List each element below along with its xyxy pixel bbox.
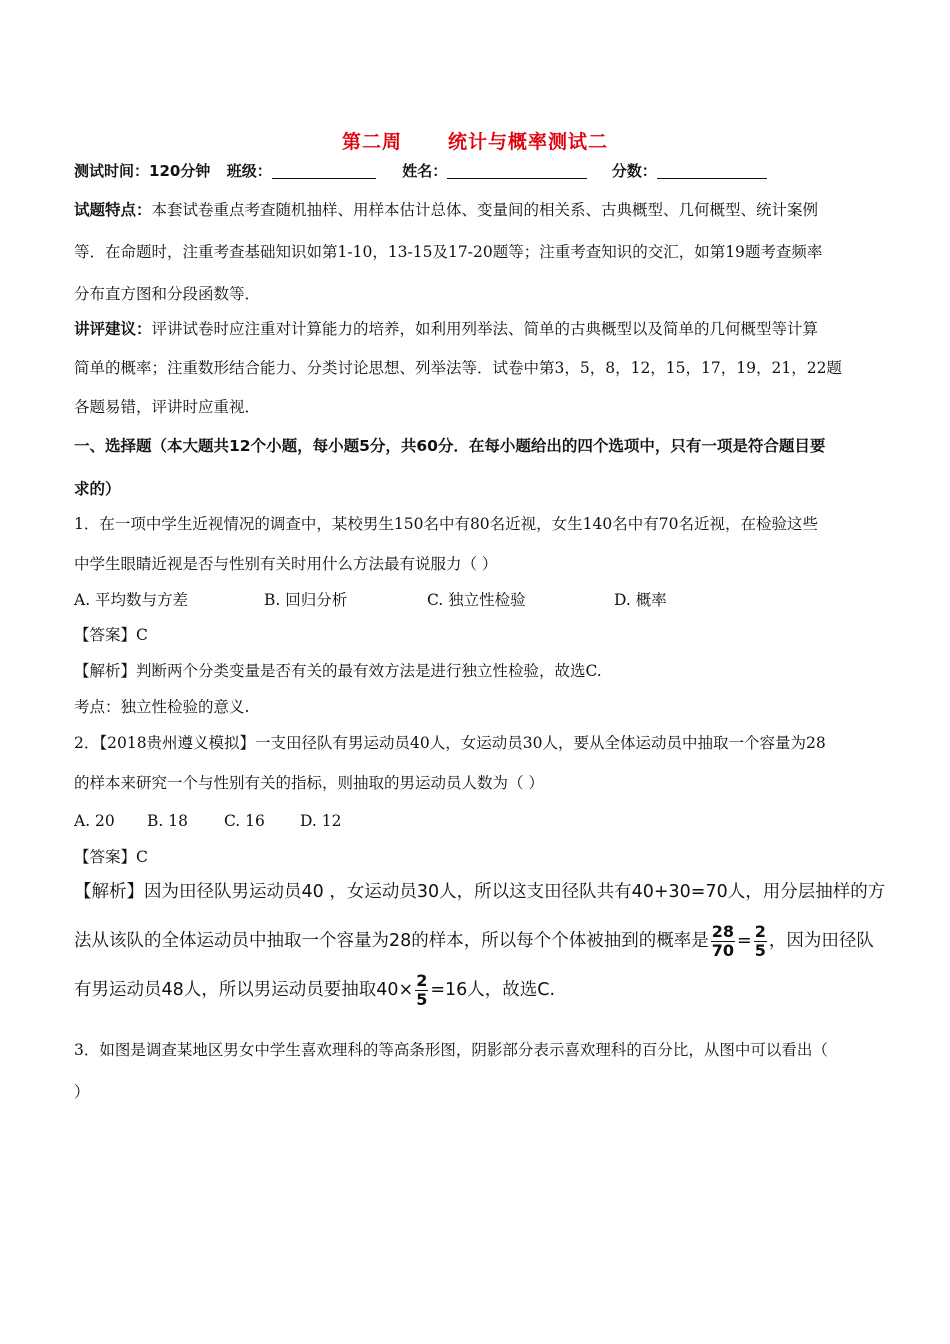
name-label: 姓名：: [402, 162, 448, 180]
class-label: 班级：: [226, 162, 272, 180]
q1-option-c[interactable]: C. 独立性检验: [427, 591, 526, 609]
q1-answer: 【答案】C: [74, 626, 148, 644]
q2-options: [74, 810, 341, 832]
features-line-2: 等．在命题时，注重考查基础知识如第1-10，13-15及17-20题等；注重考查知识的交汇，如第19题考查频率: [74, 243, 823, 261]
exam-info-row: [74, 160, 767, 182]
q2-option-a[interactable]: A. 20: [74, 812, 115, 830]
title-subject: 统计与概率测试二: [448, 131, 609, 153]
q1-stem-line-2: 中学生眼睛近视是否与性别有关时用什么方法最有说服力（ ）: [74, 555, 498, 573]
advice-line-1: 讲评建议：评讲试卷时应注重对计算能力的培养，如利用列举法、简单的古典概型以及简单的几何概型等计算: [74, 320, 819, 338]
fraction-28-70: $\frac{28}{70}$: [711, 921, 735, 960]
q2-option-d[interactable]: D. 12: [300, 812, 342, 830]
fraction-2-5-second: $\frac{2}{5}$: [416, 970, 428, 1009]
fraction-2-5: $\frac{2}{5}$: [754, 921, 766, 960]
q2-option-c[interactable]: C. 16: [224, 812, 265, 830]
q3-stem-line-1: 3．如图是调查某地区男女中学生喜欢理科的等高条形图，阴影部分表示喜欢理科的百分比，从图中可以看出（: [74, 1041, 828, 1059]
features-line-1: 试题特点：本套试卷重点考查随机抽样、用样本估计总体、变量间的相关系、古典概型、几何概型、统计案例: [74, 201, 819, 219]
q1-analysis: 【解析】判断两个分类变量是否有关的最有效方法是进行独立性检验，故选C.: [74, 662, 602, 680]
q1-option-a[interactable]: A. 平均数与方差: [74, 591, 189, 609]
q1-option-d[interactable]: D. 概率: [614, 591, 667, 609]
name-field[interactable]: [447, 162, 587, 179]
features-line-3: 分布直方图和分段函数等．: [74, 285, 261, 303]
advice-label: 讲评建议：: [74, 320, 152, 338]
advice-line-3: 各题易错，评讲时应重视．: [74, 398, 261, 416]
q1-stem-line-1: 1．在一项中学生近视情况的调查中，某校男生150名中有80名近视，女生140名中有70名近视，在检验这些: [74, 515, 818, 533]
q2-stem-line-1: 2．【2018贵州遵义模拟】一支田径队有男运动员40人，女运动员30人，要从全体运动员中抽取一个容量为28: [74, 734, 826, 752]
q1-options: [74, 589, 667, 611]
score-label: 分数：: [611, 162, 657, 180]
advice-line-2: 简单的概率；注重数形结合能力、分类讨论思想、列举法等．试卷中第3，5，8，12，15，17，19，21，22题: [74, 359, 842, 377]
page-title: [0, 127, 950, 154]
class-field[interactable]: [272, 162, 376, 179]
features-label: 试题特点：: [74, 201, 152, 219]
section-heading-line-1: 一、选择题（本大题共12个小题，每小题5分，共60分．在每小题给出的四个选项中，只有一项是符合题目要: [74, 437, 826, 455]
q2-stem-line-2: 的样本来研究一个与性别有关的指标，则抽取的男运动员人数为（ ）: [74, 774, 544, 792]
time-label: 测试时间：120分钟: [74, 162, 211, 180]
section-heading-line-2: 求的）: [74, 480, 121, 498]
q2-option-b[interactable]: B. 18: [147, 812, 188, 830]
title-week: 第二周: [341, 131, 402, 153]
q2-answer: 【答案】C: [74, 848, 148, 866]
q2-analysis-line-3: 有男运动员48人，所以男运动员要抽取40× $\frac{2}{5}$ =16人，故选C.: [74, 970, 556, 1009]
q2-analysis-line-2: 法从该队的全体运动员中抽取一个容量为28的样本，所以每个个体被抽到的概率是 $\frac{28}{70}$ = $\frac{2}{5}$ ，因为田径队: [74, 921, 874, 960]
q3-stem-line-2: ）: [74, 1083, 90, 1101]
q2-analysis-line-1: 【解析】因为田径队男运动员40 ，女运动员30人，所以这支田径队共有40+30=70人，用分层抽样的方: [74, 882, 886, 902]
q1-knowledge-point: 考点：独立性检验的意义.: [74, 698, 250, 716]
score-field[interactable]: [657, 162, 767, 179]
q1-option-b[interactable]: B. 回归分析: [264, 591, 348, 609]
